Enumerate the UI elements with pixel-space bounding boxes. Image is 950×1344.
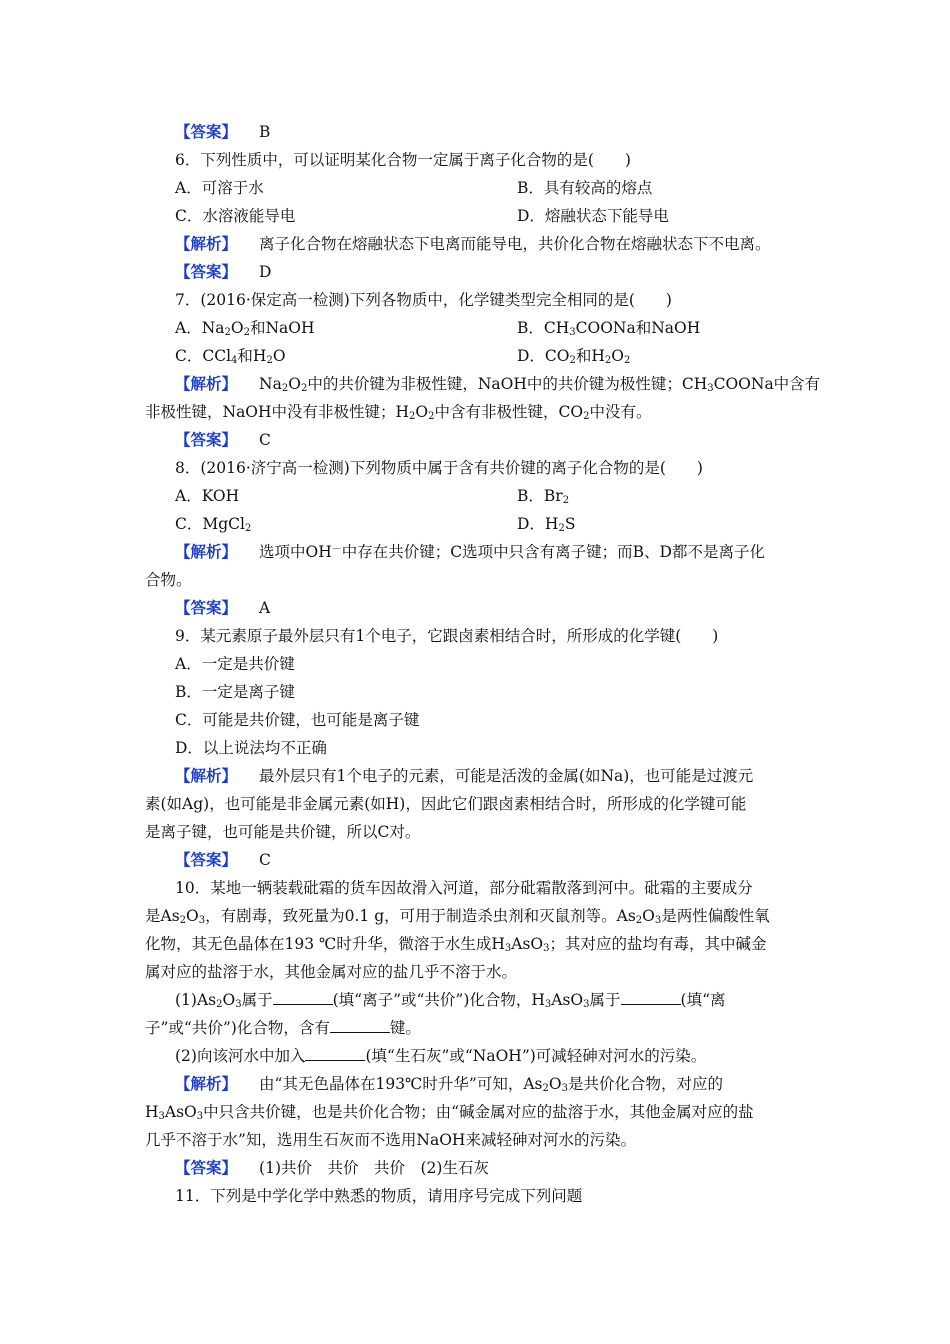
- analysis-tag: 【 解析 】: [175, 374, 237, 393]
- q8-option-d: D．$H_2S$: [517, 515, 576, 534]
- q10-stem-line4: 属对应的盐溶于水，其他金属对应的盐几乎不溶于水。: [145, 963, 518, 981]
- q9-option-a: A．一定是共价键: [175, 655, 295, 673]
- q9-stem: 9．某元素原子最外层只有1个电子，它跟卤素相结合时，所形成的化学键( ): [175, 627, 719, 645]
- q7-option-b: B．$CH_3COONa$和NaOH: [517, 319, 701, 338]
- q6-answer-line: [175, 261, 840, 283]
- q6-option-b: B．具有较高的熔点: [517, 179, 653, 197]
- q9-option-c: C．可能是共价键，也可能是离子键: [175, 711, 420, 729]
- q8-option-a: A．KOH: [175, 487, 240, 505]
- q10-part2: (2)向该河水中加入 (填“生石灰”或“NaOH”)可减轻砷对河水的污染。: [175, 1047, 707, 1065]
- q6-option-a: A．可溶于水: [175, 179, 264, 197]
- q6-stem: 6．下列性质中，可以证明某化合物一定属于离子化合物的是( ): [175, 151, 631, 169]
- q9-option-d: D．以上说法均不正确: [175, 739, 327, 757]
- q7-options-cd: [175, 345, 840, 367]
- analysis-tag: 【 解析 】: [175, 766, 237, 785]
- q10-stem-line1: 10．某地一辆装载砒霜的货车因故滑入河道，部分砒霜散落到河中。砒霜的主要成分: [175, 879, 753, 897]
- q9-analysis-line3: 是离子键，也可能是共价键，所以C对。: [145, 823, 421, 841]
- q7-answer: C: [259, 431, 271, 449]
- q10-analysis-line3: 几乎不溶于水”知，选用生石灰而不选用NaOH来减轻砷对河水的污染。: [145, 1131, 636, 1149]
- q10-answer-line: [175, 1157, 840, 1179]
- fill-blank: [330, 1018, 390, 1033]
- q11-stem: 11．下列是中学化学中熟悉的物质，请用序号完成下列问题: [175, 1187, 583, 1205]
- q9-analysis-line2: 素(如Ag)，也可能是非金属元素(如H)，因此它们跟卤素相结合时，所形成的化学键可能: [145, 795, 747, 813]
- q8-answer: A: [259, 599, 271, 617]
- answer-tag: 【 答案 】: [175, 122, 237, 141]
- q6-answer: D: [259, 263, 272, 281]
- q8-options-ab: [175, 485, 840, 507]
- q5-answer: B: [259, 123, 271, 141]
- answer-tag: 【 答案 】: [175, 1158, 237, 1177]
- q6-options-ab: [175, 177, 840, 199]
- q6-option-d: D．熔融状态下能导电: [517, 207, 669, 225]
- q8-analysis-line1: 【 解析 】 选项中OH－中存在共价键；C选项中只含有离子键；而B、D都不是离子化: [175, 541, 840, 563]
- answer-tag: 【 答案 】: [175, 598, 237, 617]
- q7-stem: 7．(2016·保定高一检测)下列各物质中，化学键类型完全相同的是( ): [175, 291, 672, 309]
- q6-analysis: 【 解析 】 离子化合物在熔融状态下电离而能导电，共价化合物在熔融状态下不电离。: [175, 233, 840, 255]
- q7-options-ab: [175, 317, 840, 339]
- q8-options-cd: [175, 513, 840, 535]
- q8-answer-line: [175, 597, 840, 619]
- fill-blank: [621, 990, 681, 1005]
- answer-tag: 【 答案 】: [175, 430, 237, 449]
- q8-option-c: C．MgCl$_2$: [175, 515, 252, 534]
- answer-tag: 【 答案 】: [175, 262, 237, 281]
- analysis-tag: 【 解析 】: [175, 234, 237, 253]
- q7-option-c: C．CCl$_4$和$H_2O$: [175, 347, 286, 366]
- q7-analysis-line1: 【 解析 】 $Na_2O_2$中的共价键为非极性键，NaOH中的共价键为极性键；$CH_3COONa$中含有: [175, 373, 840, 395]
- q10-analysis-line1: 【 解析 】 由“其无色晶体在193℃时升华”可知，$As_2O_3$是共价化合物，对应的: [175, 1073, 840, 1095]
- q10-part1-line1: $(1)As_2O_3$属于 (填“离子”或“共价”)化合物，$H_3AsO_3$属于 (填“离: [175, 991, 726, 1010]
- analysis-tag: 【 解析 】: [175, 542, 237, 561]
- fill-blank: [305, 1046, 365, 1061]
- q8-option-b: B．$Br_2$: [517, 487, 570, 506]
- q9-answer-line: [175, 849, 840, 871]
- q10-stem-line2: 是$As_2O_3$，有剧毒，致死量为0.1 g，可用于制造杀虫剂和灭鼠剂等。$As_2O_3$是两性偏酸性氧: [145, 907, 770, 926]
- q10-part1-line2: 子”或“共价”)化合物，含有 键。: [145, 1019, 421, 1037]
- q7-answer-line: [175, 429, 840, 451]
- q8-stem: 8．(2016·济宁高一检测)下列物质中属于含有共价键的离子化合物的是( ): [175, 459, 703, 477]
- answer-tag: 【 答案 】: [175, 850, 237, 869]
- analysis-tag: 【 解析 】: [175, 1074, 237, 1093]
- q10-answer: (1)共价 共价 共价 (2)生石灰: [259, 1159, 489, 1177]
- q8-analysis-line2: 合物。: [145, 571, 192, 589]
- q5-answer-line: [175, 121, 840, 143]
- q10-analysis-line2: $H_3AsO_3$中只含共价键，也是共价化合物；由“碱金属对应的盐溶于水，其他金属对应的盐: [145, 1103, 754, 1122]
- q6-option-c: C．水溶液能导电: [175, 207, 296, 225]
- q9-answer: C: [259, 851, 271, 869]
- q9-option-b: B．一定是离子键: [175, 683, 295, 701]
- q6-options-cd: [175, 205, 840, 227]
- q9-analysis-line1: 【 解析 】 最外层只有1个电子的元素，可能是活泼的金属(如Na)，也可能是过渡元: [175, 765, 840, 787]
- q7-option-d: D．$CO_2$和$H_2O_2$: [517, 347, 631, 366]
- fill-blank: [273, 990, 333, 1005]
- q7-analysis-line2: 非极性键，NaOH中没有非极性键；$H_2O_2$中含有非极性键，$CO_2$中没有。: [145, 403, 652, 422]
- q10-stem-line3: 化物，其无色晶体在193 ℃时升华，微溶于水生成$H_3AsO_3$；其对应的盐均有毒，其中碱金: [145, 935, 767, 954]
- q7-option-a: A．$Na_2O_2$和NaOH: [175, 319, 315, 338]
